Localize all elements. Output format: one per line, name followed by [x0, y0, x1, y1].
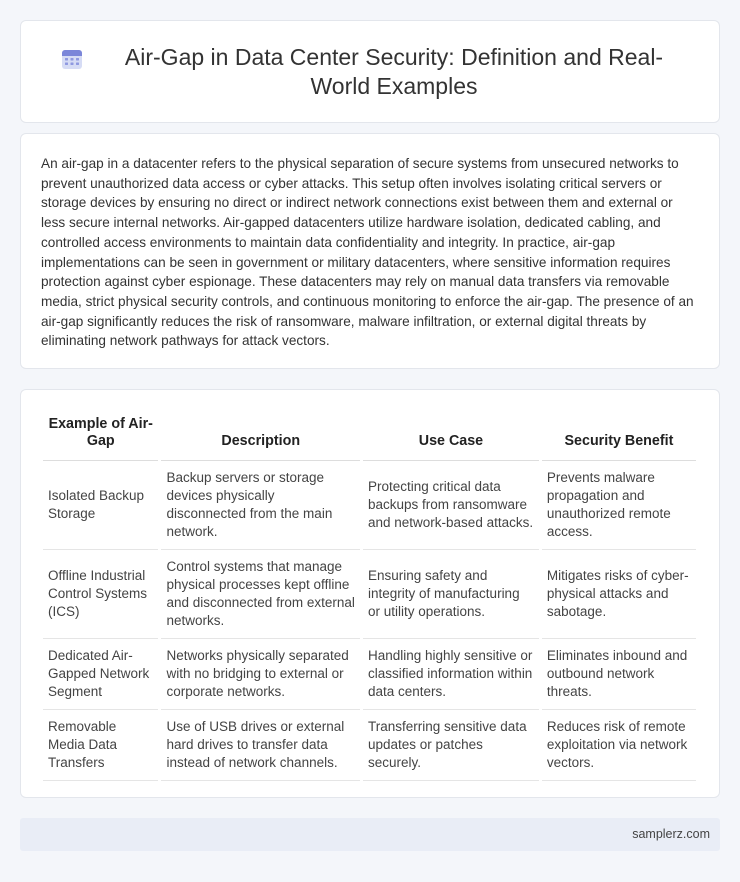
cell-use-case: Protecting critical data backups from ransomware and network-based attacks.	[363, 461, 539, 550]
footer-bar	[20, 818, 720, 851]
table-header-row	[43, 410, 696, 461]
cell-description: Use of USB drives or external hard drives to transfer data instead of network channels.	[161, 710, 360, 781]
cell-description: Control systems that manage physical processes kept offline and disconnected from external networks.	[161, 550, 360, 639]
column-header-example: Example of Air-Gap	[43, 410, 158, 461]
calendar-icon	[61, 48, 83, 70]
column-header-description: Description	[161, 410, 360, 461]
cell-description: Backup servers or storage devices physically disconnected from the main network.	[161, 461, 360, 550]
intro-card	[20, 133, 720, 369]
cell-use-case: Handling highly sensitive or classified information within data centers.	[363, 639, 539, 710]
cell-security-benefit: Eliminates inbound and outbound network threats.	[542, 639, 696, 710]
page-title: Air-Gap in Data Center Security: Definition and Real-World Examples	[124, 43, 664, 99]
intro-paragraph: An air-gap in a datacenter refers to the physical separation of secure systems from unsecured networks to prevent unauthorized data access or cyber attacks. This setup often involves isolating critical servers or storage devices by ensuring no direct or indirect network connections exist between them and external or less secure internal networks. Air-gapped datacenters utilize hardware isolation, dedicated cabling, and controlled access environments to maintain data confidentiality and integrity. In practice, air-gap implementations can be seen in government or military datacenters, where sensitive information requires protection against cyber espionage. These datacenters may rely on manual data transfers via removable media, strict physical security controls, and continuous monitoring to enforce the air-gap. The presence of an air-gap significantly reduces the risk of ransomware, malware infiltration, or external digital threats by eliminating network pathways for attack vectors.	[41, 156, 694, 349]
cell-use-case: Ensuring safety and integrity of manufacturing or utility operations.	[363, 550, 539, 639]
cell-example: Removable Media Data Transfers	[43, 710, 158, 781]
title-wrap	[61, 43, 679, 101]
cell-security-benefit: Prevents malware propagation and unauthorized remote access.	[542, 461, 696, 550]
table-row	[43, 550, 696, 639]
table-card	[20, 389, 720, 798]
table-row	[43, 461, 696, 550]
footer-source-link[interactable]: samplerz.com	[632, 827, 710, 841]
cell-example: Isolated Backup Storage	[43, 461, 158, 550]
cell-example: Dedicated Air-Gapped Network Segment	[43, 639, 158, 710]
column-header-use-case: Use Case	[363, 410, 539, 461]
title-card	[20, 20, 720, 123]
column-header-security-benefit: Security Benefit	[542, 410, 696, 461]
table-row	[43, 710, 696, 781]
table-row	[43, 639, 696, 710]
cell-security-benefit: Mitigates risks of cyber-physical attacks and sabotage.	[542, 550, 696, 639]
cell-use-case: Transferring sensitive data updates or patches securely.	[363, 710, 539, 781]
cell-security-benefit: Reduces risk of remote exploitation via network vectors.	[542, 710, 696, 781]
cell-description: Networks physically separated with no bridging to external or corporate networks.	[161, 639, 360, 710]
cell-example: Offline Industrial Control Systems (ICS)	[43, 550, 158, 639]
examples-table	[40, 410, 699, 781]
